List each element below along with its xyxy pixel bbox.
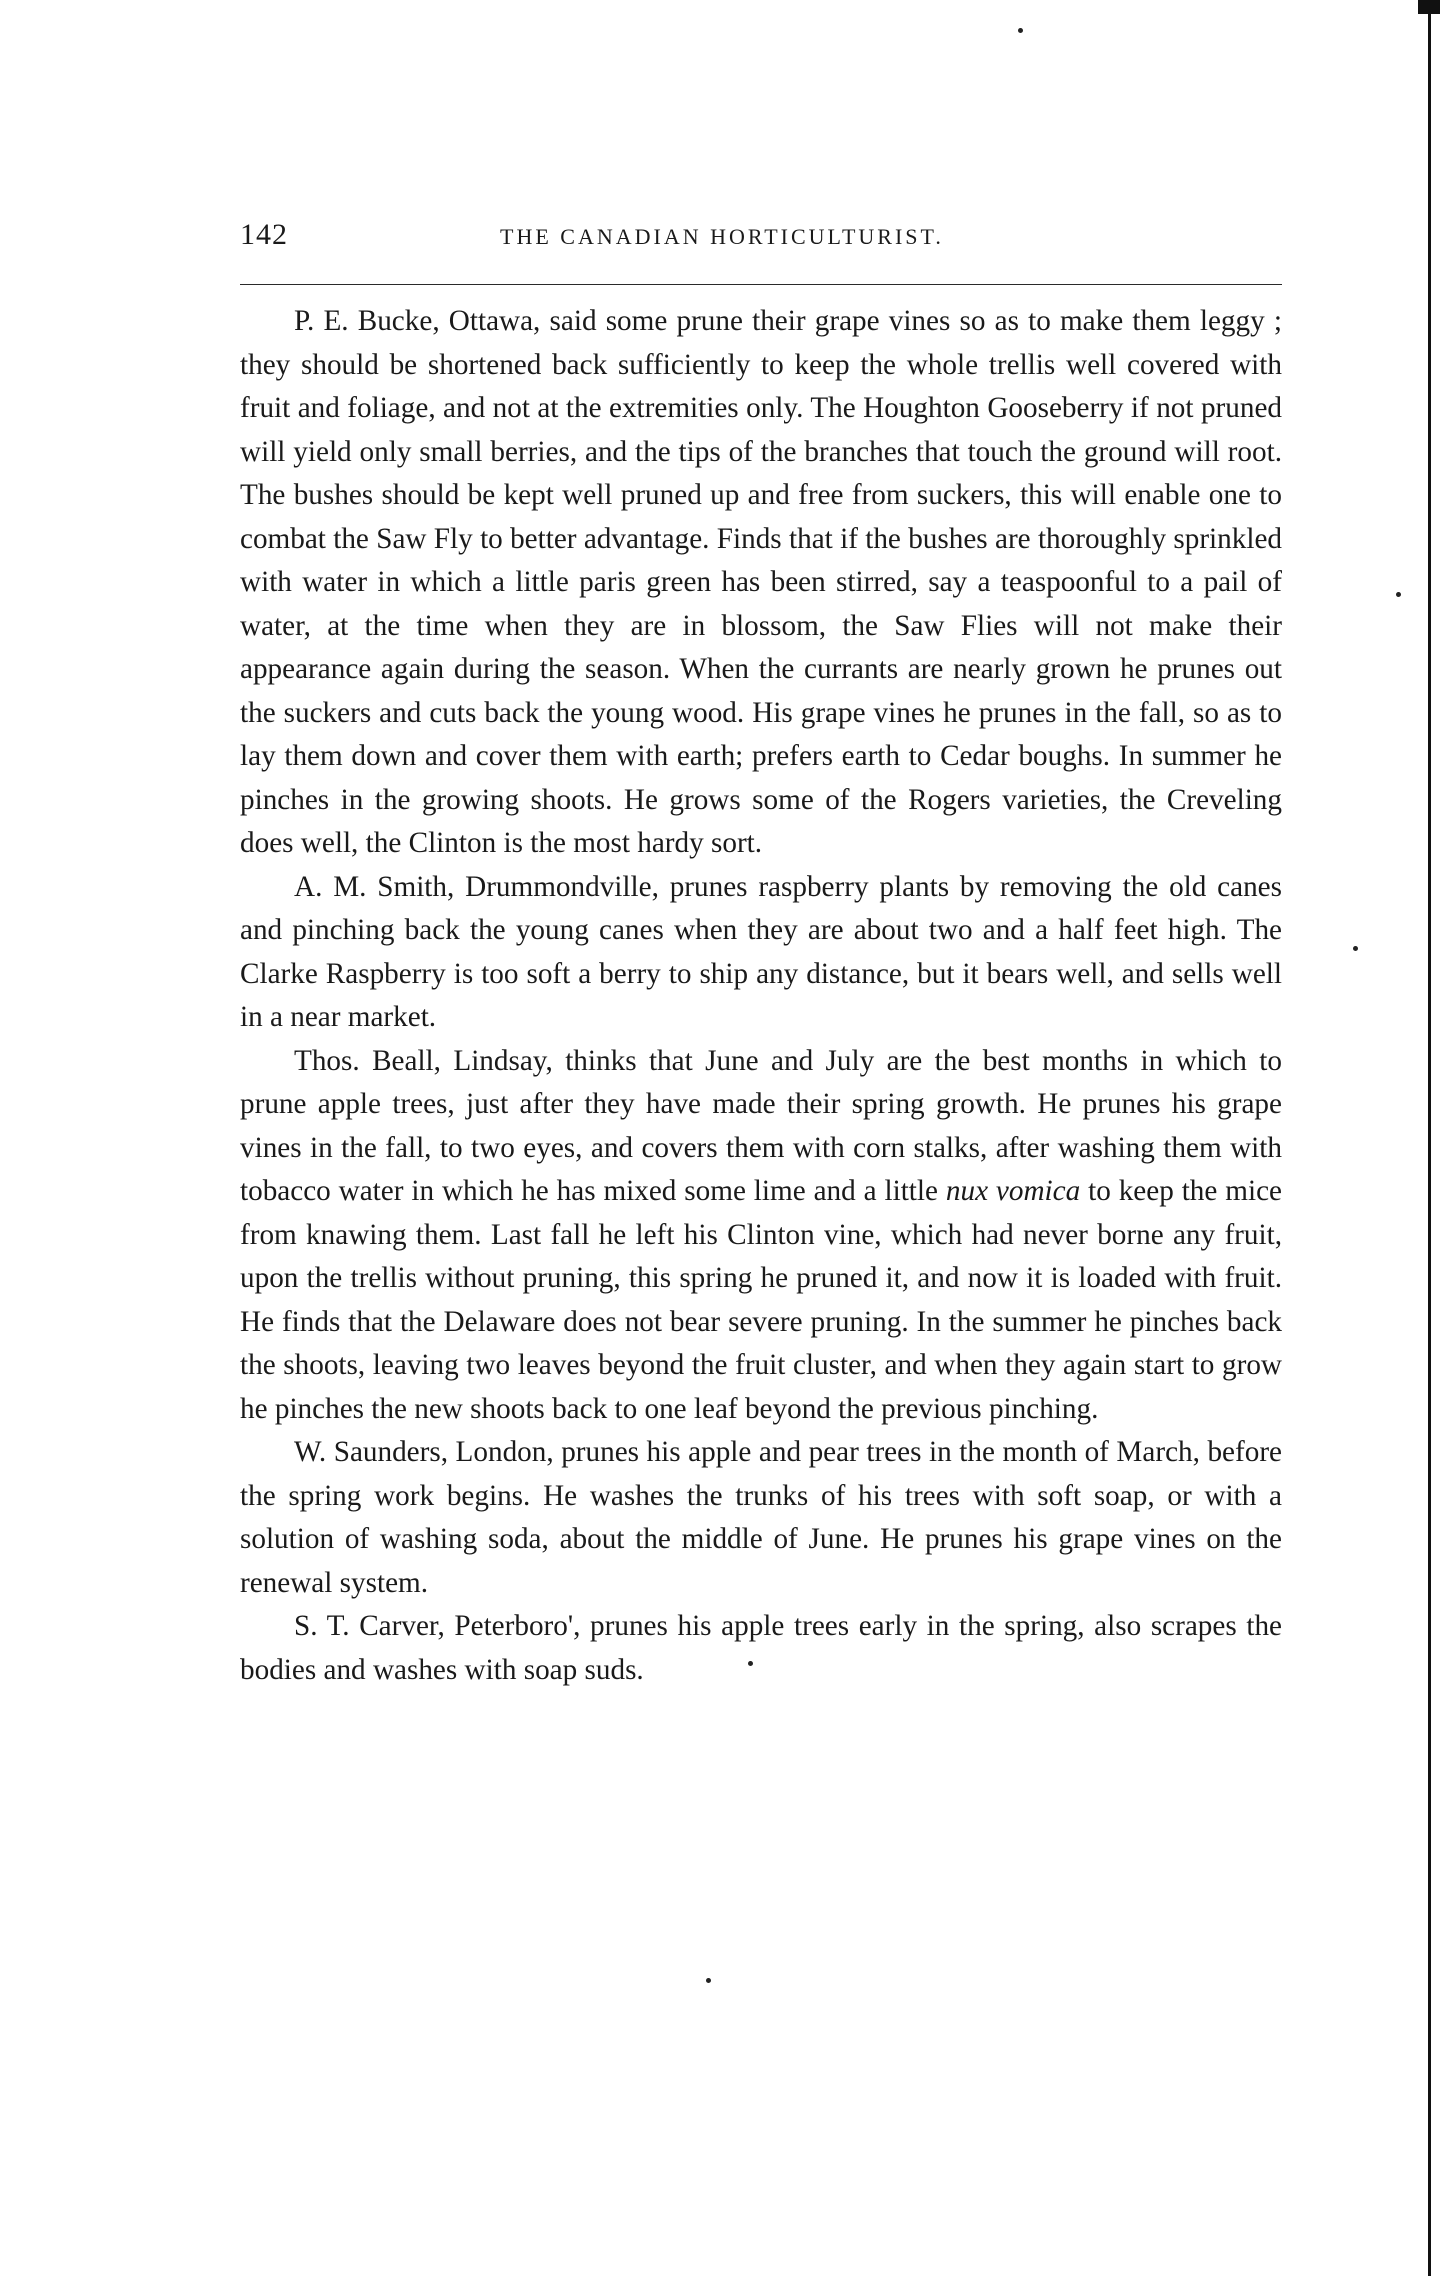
running-head: THE CANADIAN HORTICULTURIST. (500, 224, 944, 249)
page-edge-mark (1418, 0, 1440, 14)
body-text (240, 300, 1282, 1692)
page-number: 142 (240, 218, 288, 251)
scan-speck (1353, 946, 1358, 951)
paragraph-saunders: W. Saunders, London, prunes his apple and pear trees in the month of March, before the spring work begins. He washes the trunks of his trees with soft soap, or with a solution of washing soda, about the middle of June. He prunes his grape vines on the renewal system. (240, 1436, 1282, 1599)
scan-speck (748, 1661, 753, 1666)
paragraph-carver: S. T. Carver, Peterboro', prunes his apple trees early in the spring, also scrapes the bodies and washes with soap suds. (240, 1610, 1282, 1686)
scan-speck (706, 1978, 711, 1983)
paragraph-bucke: P. E. Bucke, Ottawa, said some prune their grape vines so as to make them leggy ; they should be shortened back sufficiently to keep the whole trellis well covered with fruit and foliage, and not at the extremities only. The Houghton Gooseberry if not pruned will yield only small berries, and the tips of the branches that touch the ground will root. The bushes should be kept well pruned up and free from suckers, this will enable one to combat the Saw Fly to better advantage. Finds that if the bushes are thoroughly sprinkled with water in which a little paris green has been stirred, say a teaspoonful to a pail of water, at the time when they are in blossom, the Saw Flies will not make their appearance again during the season. When the currants are nearly grown he prunes out the suckers and cuts back the young wood. His grape vines he prunes in the fall, so as to lay them down and cover them with earth; prefers earth to Cedar boughs. In summer he pinches in the growing shoots. He grows some of the Rogers varieties, the Creveling does well, the Clinton is the most hardy sort. (240, 305, 1282, 859)
paragraph-beall-text-after: to keep the mice from knawing them. Last fall he left his Clinton vine, which had never borne any fruit, upon the trellis without pruning, this spring he pruned it, and now it is loaded with fruit. He finds that the Delaware does not bear severe pruning. In the summer he pinches back the shoots, leaving two leaves beyond the fruit cluster, and when they again start to grow he pinches the new shoots back to one leaf beyond the previous pinching. (240, 1175, 1282, 1425)
paragraph-beall (240, 1040, 1282, 1432)
header-rule (240, 284, 1282, 285)
scan-speck (1018, 28, 1023, 33)
paragraph-beall-italic: nux vomica (945, 1175, 1081, 1207)
page-edge-line (1428, 0, 1431, 2276)
paragraph-smith: A. M. Smith, Drummondville, prunes raspberry plants by removing the old canes and pinching back the young canes when they are about two and a half feet high. The Clarke Raspberry is too soft a berry to ship any distance, but it bears well, and sells well in a near market. (240, 870, 1282, 1033)
scan-speck (1396, 592, 1401, 597)
page-header (240, 218, 1280, 258)
paragraph-beall-text-before: Thos. Beall, Lindsay, thinks that June and July are the best months in which to prune apple trees, just after they have made their spring growth. He prunes his grape vines in the fall, to two eyes, and covers them with corn stalks, after washing them with tobacco water in which he has mixed some lime and a little (240, 1044, 1282, 1207)
